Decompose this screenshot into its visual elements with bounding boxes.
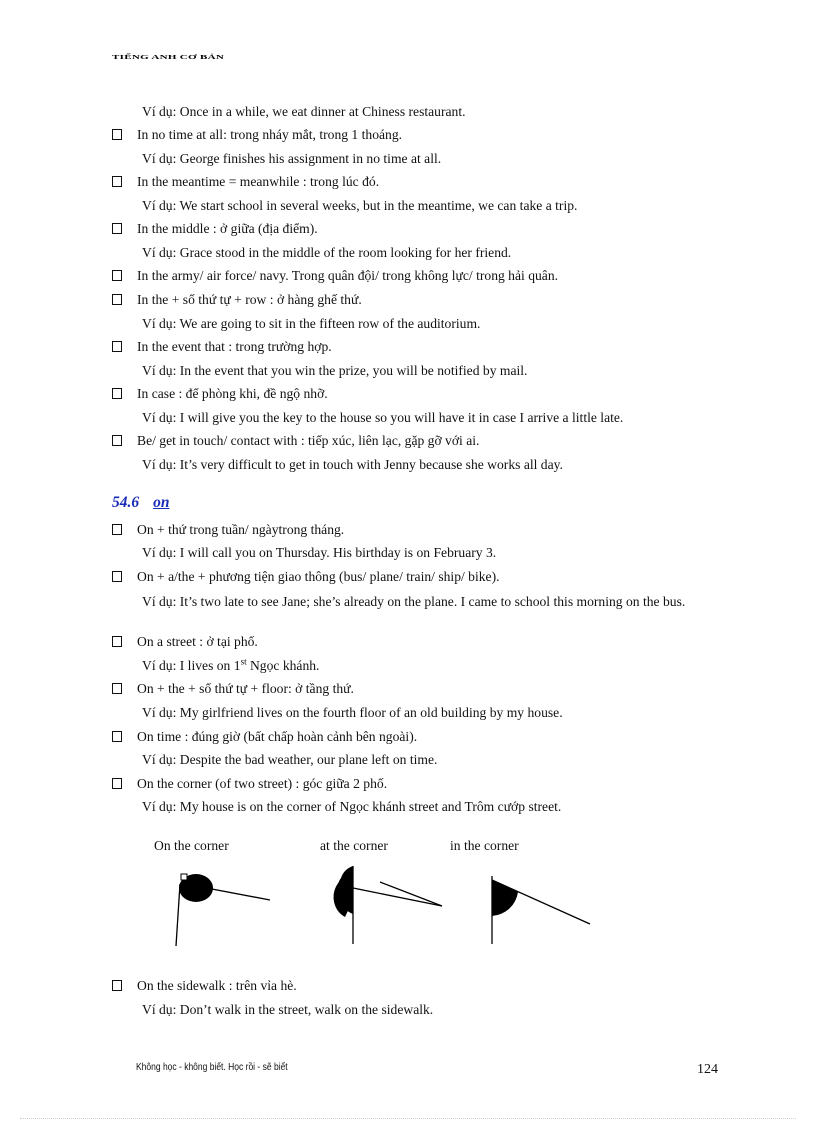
bullet-item <box>112 292 362 308</box>
section-keyword: on <box>153 494 170 511</box>
diagram-label-in-corner: in the corner <box>450 838 519 853</box>
bullet-text: Be/ get in touch/ contact with : tiếp xúc, liên lạc, gặp gỡ với ai. <box>137 433 480 448</box>
example-line <box>142 658 319 674</box>
bullet-text: On + a/the + phương tiện giao thông (bus/ plane/ train/ ship/ bike). <box>137 569 500 584</box>
diagram-label-on-corner: On the corner <box>154 838 229 853</box>
bullet-item <box>112 339 332 355</box>
bullet-item <box>112 978 297 994</box>
in-corner-figure <box>492 876 590 944</box>
corner-diagram <box>140 836 620 956</box>
checkbox-bullet-icon <box>112 636 122 647</box>
bullet-item <box>112 221 318 237</box>
bullet-text: In no time at all: trong nháy mắt, trong 1 thoáng. <box>137 127 403 142</box>
bullet-item <box>112 634 258 650</box>
at-corner-figure <box>334 866 442 944</box>
bullet-item <box>112 174 379 190</box>
example-line: Ví dụ: I will call you on Thursday. His birthday is on February 3. <box>142 545 497 560</box>
example-line: Ví dụ: George finishes his assignment in no time at all. <box>142 151 442 166</box>
example-line: Ví dụ: In the event that you win the prize, you will be notified by mail. <box>142 363 528 378</box>
on-corner-figure <box>176 874 270 946</box>
checkbox-bullet-icon <box>112 294 122 305</box>
example-line: Ví dụ: Once in a while, we eat dinner at Chiness restaurant. <box>142 104 466 119</box>
example-line: Ví dụ: My house is on the corner of Ngọc khánh street and Trôm cướp street. <box>142 799 562 814</box>
bullet-text: On + thứ trong tuần/ ngàytrong tháng. <box>137 522 345 537</box>
example-line: Ví dụ: Grace stood in the middle of the room looking for her friend. <box>142 245 512 260</box>
example-line: Ví dụ: It’s very difficult to get in touch with Jenny because she works all day. <box>142 457 563 472</box>
checkbox-bullet-icon <box>112 524 122 535</box>
bullet-text: In case : để phòng khi, đề ngộ nhỡ. <box>137 386 328 401</box>
checkbox-bullet-icon <box>112 778 122 789</box>
checkbox-bullet-icon <box>112 683 122 694</box>
bullet-text: On a street : ở tại phố. <box>137 634 258 649</box>
example-text-after: Ngọc khánh. <box>246 658 320 673</box>
bullet-item <box>112 386 328 402</box>
page-number: 124 <box>697 1062 718 1077</box>
bullet-text: In the + số thứ tự + row : ở hàng ghế thứ. <box>137 292 362 307</box>
bullet-item <box>112 268 558 284</box>
ordinal-suffix: st <box>240 656 247 667</box>
bullet-text: In the event that : trong trường hợp. <box>137 339 332 354</box>
bullet-item <box>112 729 417 745</box>
bullet-text: On + the + số thứ tự + floor: ở tầng thứ. <box>137 681 354 696</box>
checkbox-bullet-icon <box>112 270 122 281</box>
bullet-text: On time : đúng giờ (bất chấp hoàn cảnh bên ngoài). <box>137 729 418 744</box>
checkbox-bullet-icon <box>112 980 122 991</box>
bullet-text: In the middle : ở giữa (địa điểm). <box>137 221 318 236</box>
bullet-item <box>112 433 479 449</box>
example-line: Ví dụ: Don’t walk in the street, walk on the sidewalk. <box>142 1002 434 1017</box>
example-line: Ví dụ: I will give you the key to the house so you will have it in case I arrive a little late. <box>142 410 624 425</box>
bullet-item <box>112 681 354 697</box>
bullet-text: On the sidewalk : trên vỉa hè. <box>137 978 297 993</box>
checkbox-bullet-icon <box>112 435 122 446</box>
example-line: Ví dụ: Despite the bad weather, our plane left on time. <box>142 752 438 767</box>
checkbox-bullet-icon <box>112 571 122 582</box>
running-header: TIẾNG ANH CƠ BẢN <box>112 54 225 61</box>
bullet-text: In the meantime = meanwhile : trong lúc đó. <box>137 174 380 189</box>
page-bottom-divider <box>20 1118 796 1119</box>
example-line: Ví dụ: It’s two late to see Jane; she’s already on the plane. I came to school this morning on the bus. <box>142 594 686 609</box>
bullet-text: In the army/ air force/ navy. Trong quân đội/ trong không lực/ trong hải quân. <box>137 268 559 283</box>
section-heading <box>112 494 170 512</box>
bullet-item <box>112 776 387 792</box>
checkbox-bullet-icon <box>112 223 122 234</box>
example-line: Ví dụ: We are going to sit in the fifteen row of the auditorium. <box>142 316 481 331</box>
bullet-item <box>112 522 344 538</box>
corner-diagram-figure <box>140 836 620 956</box>
checkbox-bullet-icon <box>112 176 122 187</box>
bullet-item <box>112 127 402 143</box>
section-number: 54.6 <box>112 494 140 511</box>
example-line: Ví dụ: We start school in several weeks, but in the meantime, we can take a trip. <box>142 198 578 213</box>
checkbox-bullet-icon <box>112 341 122 352</box>
footer-motto: Không học - không biết. Học rồi - sẽ biết <box>136 1062 288 1073</box>
example-text: Ví dụ: I lives on 1 <box>142 658 241 673</box>
bullet-text: On the corner (of two street) : góc giữa 2 phố. <box>137 776 388 791</box>
diagram-label-at-corner: at the corner <box>320 838 388 853</box>
example-line: Ví dụ: My girlfriend lives on the fourth floor of an old building by my house. <box>142 705 563 720</box>
checkbox-bullet-icon <box>112 731 122 742</box>
checkbox-bullet-icon <box>112 129 122 140</box>
checkbox-bullet-icon <box>112 388 122 399</box>
bullet-item <box>112 569 500 585</box>
